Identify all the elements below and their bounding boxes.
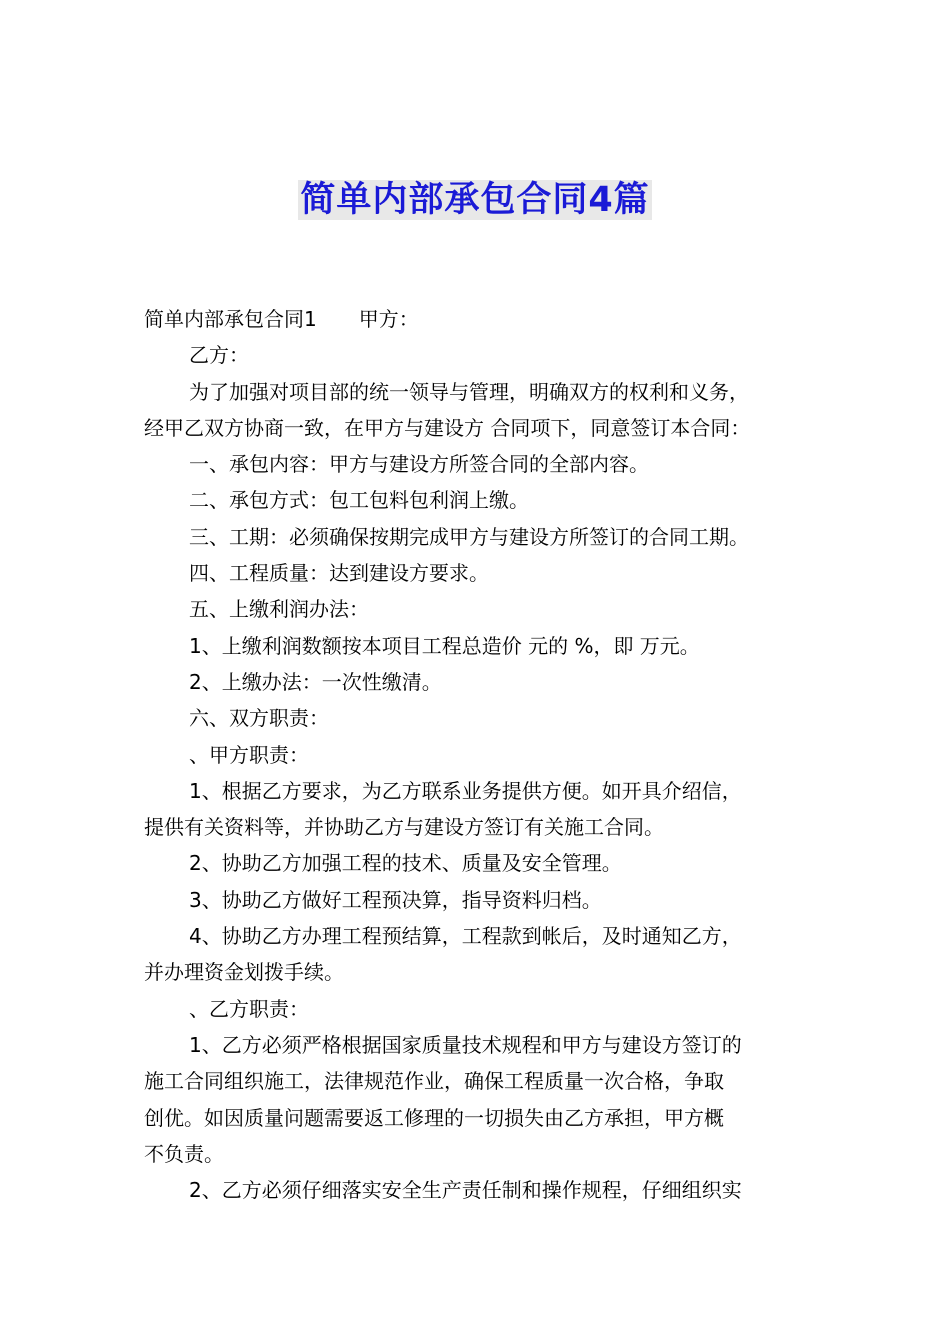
paragraph: 为了加强对项目部的统一领导与管理，明确双方的权利和义务， <box>189 379 749 404</box>
contract-heading: 简单内部承包合同1 <box>144 307 317 331</box>
sub-clause: 3、协助乙方做好工程预决算，指导资料归档。 <box>189 887 602 912</box>
sub-heading: 、甲方职责： <box>189 742 309 767</box>
paragraph: 不负责。 <box>144 1141 224 1166</box>
paragraph: 经甲乙双方协商一致，在甲方与建设方 合同项下，同意签订本合同： <box>144 415 751 440</box>
party-a-label: 甲方： <box>358 307 419 331</box>
paragraph: 提供有关资料等，并协助乙方与建设方签订有关施工合同。 <box>144 815 664 840</box>
clause: 一、承包内容：甲方与建设方所签合同的全部内容。 <box>189 452 649 477</box>
clause: 三、工期：必须确保按期完成甲方与建设方所签订的合同工期。 <box>189 524 749 549</box>
paragraph: 并办理资金划拨手续。 <box>144 960 344 985</box>
party-b-label: 乙方： <box>189 343 249 368</box>
clause: 二、承包方式：包工包料包利润上缴。 <box>189 488 529 513</box>
sub-clause: 2、上缴办法：一次性缴清。 <box>189 669 442 694</box>
clause: 四、工程质量：达到建设方要求。 <box>189 561 489 586</box>
clause: 五、上缴利润办法： <box>189 597 369 622</box>
page-title-text: 简单内部承包合同4篇 <box>300 180 650 220</box>
paragraph <box>144 301 808 337</box>
sub-clause: 2、协助乙方加强工程的技术、质量及安全管理。 <box>189 851 622 876</box>
document-body <box>144 301 808 1208</box>
sub-clause: 2、乙方必须仔细落实安全生产责任制和操作规程，仔细组织实 <box>189 1178 742 1203</box>
sub-clause: 1、乙方必须严格根据国家质量技术规程和甲方与建设方签订的 <box>189 1032 742 1057</box>
paragraph: 创优。如因质量问题需要返工修理的一切损失由乙方承担，甲方概 <box>144 1105 724 1130</box>
sub-clause: 4、协助乙方办理工程预结算，工程款到帐后，及时通知乙方， <box>189 924 742 949</box>
paragraph: 施工合同组织施工，法律规范作业，确保工程质量一次合格，争取 <box>144 1069 724 1094</box>
clause: 六、双方职责： <box>189 706 329 731</box>
sub-clause: 1、上缴利润数额按本项目工程总造价 元的 %，即 万元。 <box>189 633 700 658</box>
page-title <box>0 176 950 224</box>
sub-heading: 、乙方职责： <box>189 996 309 1021</box>
sub-clause: 1、根据乙方要求，为乙方联系业务提供方便。如开具介绍信， <box>189 778 742 803</box>
